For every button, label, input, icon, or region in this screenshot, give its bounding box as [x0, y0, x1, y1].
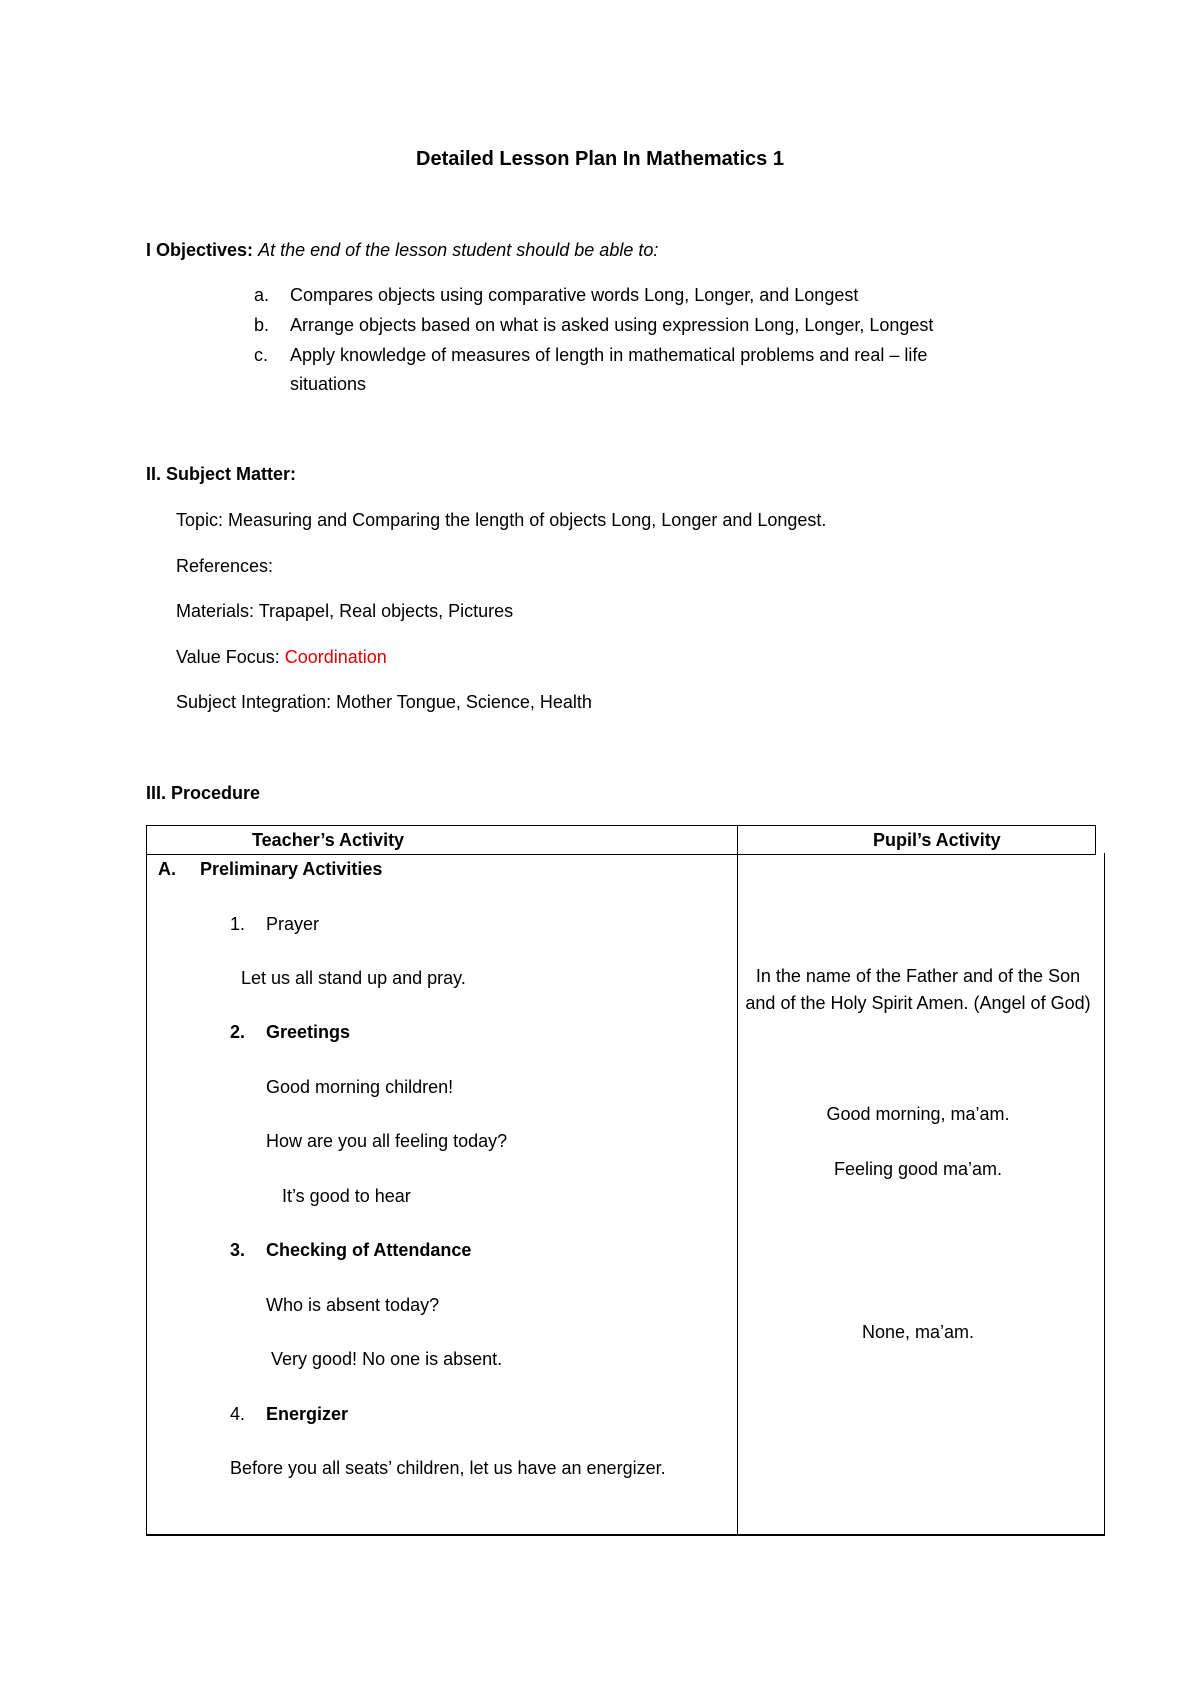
subject-topic: Topic: Measuring and Comparing the length of objects Long, Longer and Longest.	[176, 510, 827, 530]
objective-item-c-cont: situations	[290, 374, 367, 394]
col-header-pupil: Pupil’s Activity	[873, 830, 1001, 850]
step4-line: Before you all seats’ children, let us have an energizer.	[230, 1458, 666, 1478]
step4-marker: 4.	[230, 1404, 246, 1424]
section-a-title: Preliminary Activities	[200, 859, 383, 879]
page-title: Detailed Lesson Plan In Mathematics 1	[416, 148, 784, 170]
value-focus-value: Coordination	[284, 647, 387, 667]
pupil-absent: None, ma’am.	[861, 1322, 975, 1342]
step2-title: Greetings	[266, 1022, 351, 1042]
objective-item-c: Apply knowledge of measures of length in mathematical problems and real – life	[290, 345, 928, 365]
section-a-marker: A.	[158, 859, 176, 879]
objectives-line	[146, 240, 658, 261]
step1-title: Prayer	[266, 914, 320, 934]
objective-item-a: Compares objects using comparative words Long, Longer, and Longest	[290, 285, 859, 305]
subject-value-focus	[176, 647, 387, 668]
column-divider	[737, 825, 738, 1536]
pupil-prayer: In the name of the Father and of the Son and of the Holy Spirit Amen. (Angel of God)	[745, 966, 1091, 1013]
step2-line1: Good morning children!	[266, 1077, 454, 1097]
step2-line3: It’s good to hear	[282, 1186, 411, 1206]
step4-title: Energizer	[266, 1404, 349, 1424]
step1-line: Let us all stand up and pray.	[241, 968, 466, 988]
pupil-feeling: Feeling good ma’am.	[833, 1159, 1003, 1179]
col-header-teacher: Teacher’s Activity	[252, 830, 405, 850]
step3-line1: Who is absent today?	[266, 1295, 440, 1315]
objectives-heading: I Objectives:	[146, 240, 254, 260]
subject-integration: Subject Integration: Mother Tongue, Science, Health	[176, 692, 592, 712]
procedure-heading: III. Procedure	[146, 783, 261, 803]
objective-marker-a: a.	[254, 285, 270, 305]
step3-line2: Very good! No one is absent.	[271, 1349, 503, 1369]
value-focus-label: Value Focus:	[176, 647, 285, 667]
objective-marker-b: b.	[254, 315, 270, 335]
subject-matter-heading: II. Subject Matter:	[146, 464, 297, 484]
objective-item-b: Arrange objects based on what is asked using expression Long, Longer, Longest	[290, 315, 934, 335]
step2-line2: How are you all feeling today?	[266, 1131, 508, 1151]
step3-title: Checking of Attendance	[266, 1240, 472, 1260]
step1-marker: 1.	[230, 914, 246, 934]
step2-marker: 2.	[230, 1022, 246, 1042]
step3-marker: 3.	[230, 1240, 246, 1260]
pupil-greeting: Good morning, ma’am.	[826, 1104, 1010, 1124]
subject-materials: Materials: Trapapel, Real objects, Pictures	[176, 601, 514, 621]
objectives-intro: At the end of the lesson student should be able to:	[258, 240, 659, 260]
objective-marker-c: c.	[254, 345, 269, 365]
subject-references: References:	[176, 556, 274, 576]
